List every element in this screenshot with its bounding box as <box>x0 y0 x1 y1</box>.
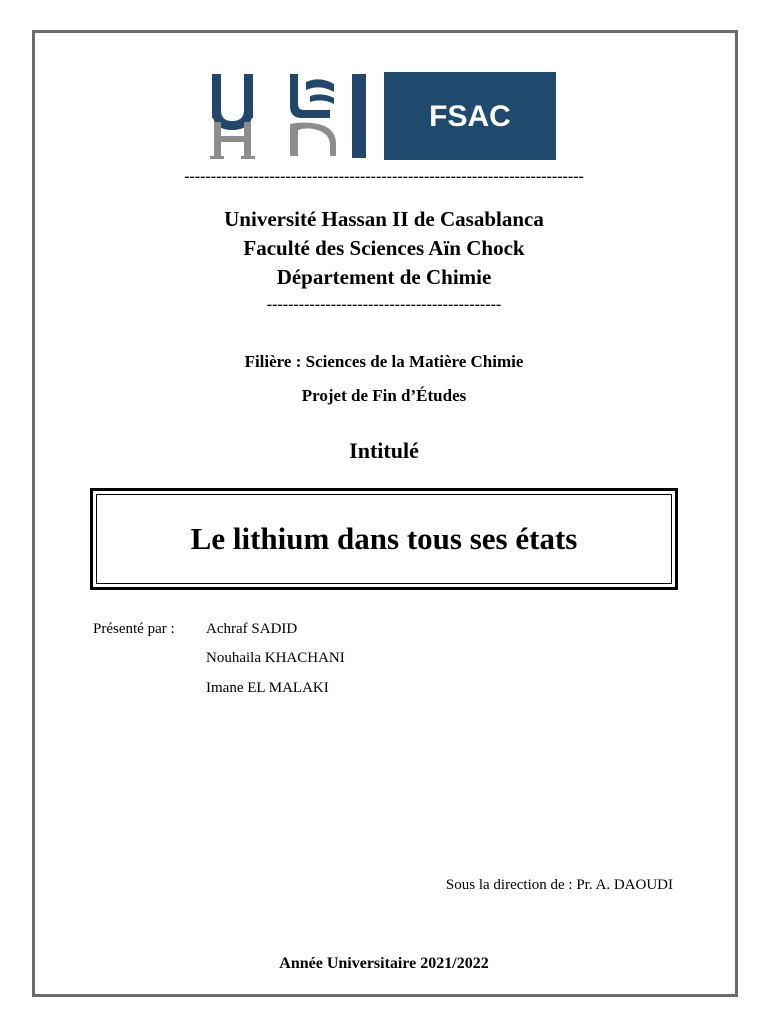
author-1: Achraf SADID <box>206 621 298 637</box>
program-filiere: Filière : Sciences de la Matière Chimie <box>244 352 524 371</box>
thesis-title: Le lithium dans tous ses états <box>190 521 578 556</box>
university-name: Université Hassan II de Casablanca <box>224 207 544 231</box>
department-name: Département de Chimie <box>276 265 492 289</box>
project-type: Projet de Fin d’Études <box>301 386 467 405</box>
author-3: Imane EL MALAKI <box>206 680 329 696</box>
academic-year: Année Universitaire 2021/2022 <box>279 955 489 972</box>
fsac-logo-text: FSAC <box>429 100 511 133</box>
author-2: Nouhaila KHACHANI <box>206 650 345 666</box>
supervisor-line: Sous la direction de : Pr. A. DAOUDI <box>445 877 673 893</box>
intitule-label: Intitulé <box>349 438 419 463</box>
separator-top: --------------------------------------------------------------------------- <box>184 168 584 185</box>
faculty-name: Faculté des Sciences Aïn Chock <box>243 236 525 260</box>
presented-by-label: Présenté par : <box>93 621 175 637</box>
separator-middle: -------------------------------------------- <box>266 296 502 313</box>
title-box <box>90 488 678 590</box>
university-logo <box>210 70 558 162</box>
fsac-logo-box <box>384 72 556 160</box>
uh2c-logo-icon <box>210 74 366 159</box>
